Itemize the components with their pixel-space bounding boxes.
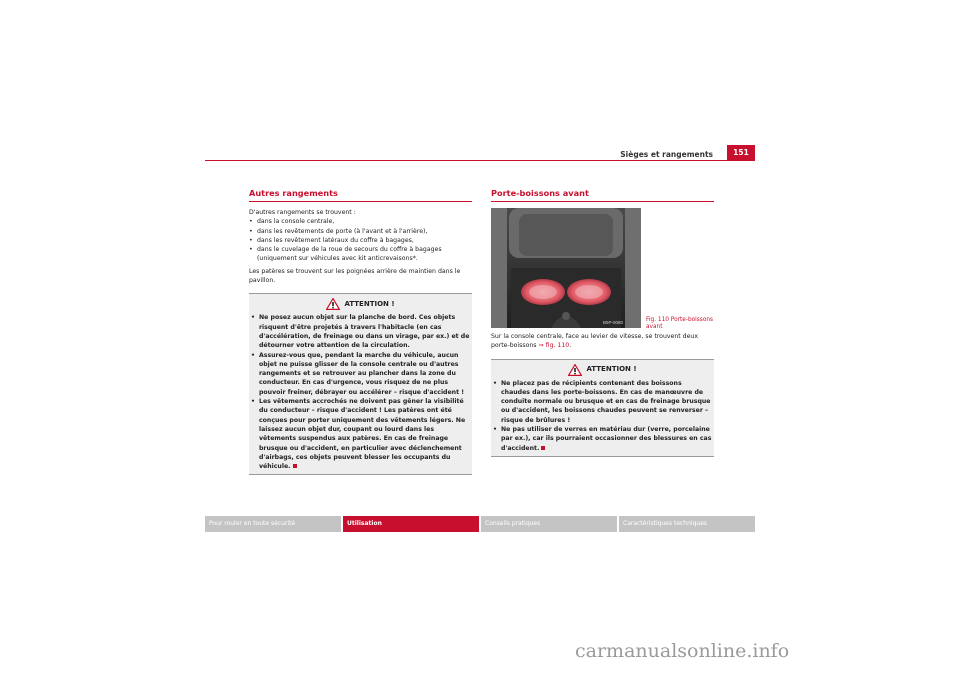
bullet-icon: • (493, 379, 497, 387)
warning-item: • Les vêtements accrochés ne doivent pas gêner la visibilité du conducteur – risque d'accident ! Les patères ont été conçues pour porter uniquement des vêtements légers. Ne laissez aucun objet dur, coupant ou lourd dans les vêtements suspendus aux patères. En cas de freinage brusque ou d'accident, en particulier avec déclenchement d'airbags, ces objets peuvent blesser les occupants du véhicule. (251, 398, 466, 471)
figure-caption: Fig. 110 Porte-boissons avant (646, 317, 714, 330)
warning-triangle-icon (326, 298, 340, 310)
bullet-icon: • (249, 227, 253, 235)
bullet-icon: • (249, 218, 253, 226)
bullet-icon: • (251, 314, 255, 322)
footer-tab-tips[interactable]: Conseils pratiques (481, 516, 617, 532)
footer-tab-safety[interactable]: Pour rouler en toute sécurité (205, 516, 341, 532)
section-end-icon (541, 446, 545, 450)
footer-tab-operation[interactable]: Utilisation (343, 516, 479, 532)
warning-title: ATTENTION ! (344, 299, 395, 308)
watermark: carmanualsonline.info (575, 640, 790, 662)
list-item: • dans les revêtement latéraux du coffre à bagages, (249, 236, 414, 244)
section-title: Porte-boissons avant (491, 188, 714, 202)
intro-text: D'autres rangements se trouvent : (249, 209, 356, 216)
warning-header (493, 364, 712, 376)
figure-reference-link[interactable]: ⇒ fig. 110 (538, 342, 570, 350)
section-end-icon (293, 464, 297, 468)
warning-box (249, 293, 472, 475)
warning-title: ATTENTION ! (586, 364, 637, 373)
warning-box (491, 359, 714, 457)
bullet-icon: • (249, 246, 253, 254)
warning-triangle-icon (568, 364, 582, 376)
list-item: • dans le cuvelage de la roue de secours du coffre à bagages (uniquement sur véhicules avec kit anticrevaisons*. (249, 246, 442, 263)
hooks-text: Les patères se trouvent sur les poignées arrière de maintien dans le pavillon. (249, 267, 461, 285)
warning-item: • Ne pas utiliser de verres en matériau dur (verre, porcelaine par ex.), car ils pourraient occasionner des blessures en cas d'accident. (493, 426, 712, 452)
warning-header (251, 298, 470, 310)
cupholder-text: Sur la console centrale, face au levier de vitesse, se trouvent deux porte-boissons ⇒ fig. 110. (491, 333, 698, 350)
warning-item: • Ne placez pas de récipients contenant des boissons chaudes dans les porte-boissons. En cas de manœuvre de conduite normale ou brusque et en cas de freinage brusque ou d'accident, les boissons chaudes peuvent se renverser – risque de brûlures ! (493, 379, 711, 424)
bullet-icon: • (251, 398, 255, 406)
bullet-icon: • (493, 426, 497, 434)
list-item: • dans la console centrale, (249, 218, 335, 226)
header-rule (205, 160, 755, 161)
bullet-icon: • (251, 351, 255, 359)
footer-tab-specs[interactable]: Caractéristiques techniques (619, 516, 755, 532)
warning-item: • Ne posez aucun objet sur la planche de bord. Ces objets risquent d'être projetés à travers l'habitacle (en cas d'accélération, de freinage ou dans un virage, par ex.) et de détourner votre attention de la circulation. (251, 314, 470, 350)
section-other-storage (249, 188, 472, 475)
list-item: • dans les revêtements de porte (à l'avant et à l'arrière), (249, 227, 428, 235)
chapter-title: Sièges et rangements (620, 150, 713, 159)
warning-item: • Assurez-vous que, pendant la marche du véhicule, aucun objet ne puisse glisser de la console centrale ou d'autres rangements et se retrouver au plancher dans la zone du conducteur. En cas d'urgence, vous risquez de ne plus pouvoir freiner, débrayer ou accélérer – risque d'accident ! (251, 351, 465, 396)
section-title: Autres rangements (249, 188, 472, 202)
page-number: 151 (727, 145, 755, 161)
bullet-icon: • (249, 236, 253, 244)
photo-code: B5P-0080 (602, 320, 623, 325)
cupholder-photo (491, 208, 641, 328)
